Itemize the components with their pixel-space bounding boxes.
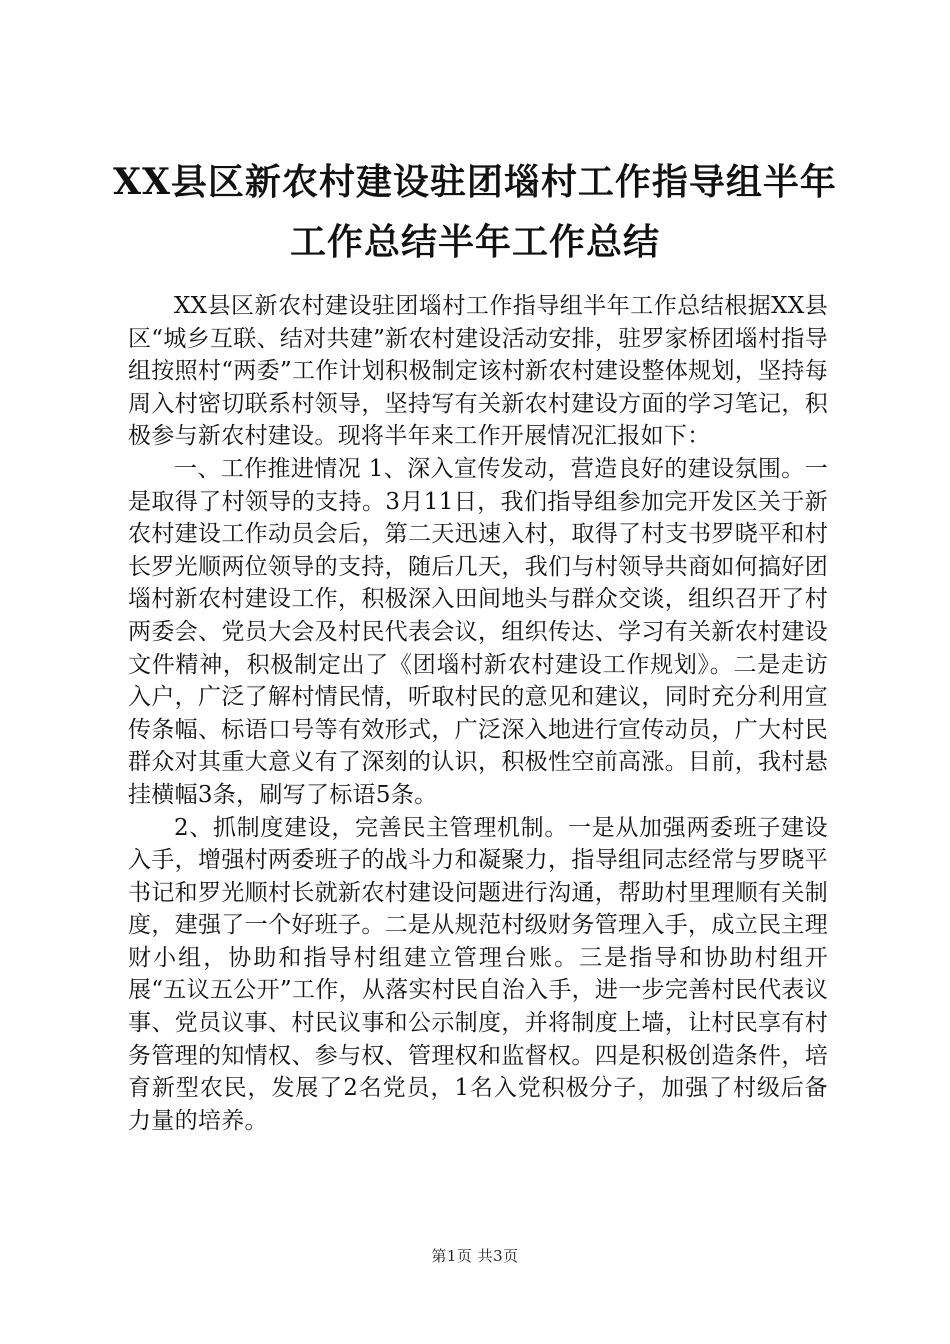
paragraph-intro: XX县区新农村建设驻团堖村工作指导组半年工作总结根据XX县区“城乡互联、结对共建”新农村建设活动安排，驻罗家桥团堖村指导组按照村“两委”工作计划积极制定该村新农村建设整体规划，坚持每周入村密切联系村领导，坚持写有关新农村建设方面的学习笔记，积极参与新农村建设。现将半年来工作开展情况汇报如下： (128, 293, 828, 450)
document-body (128, 290, 828, 1137)
page-number-footer: 第1页 共3页 (431, 1247, 519, 1265)
paragraph-section-1: 一、工作推进情况 1、深入宣传发动，营造良好的建设氛围。一是取得了村领导的支持。3月11日，我们指导组参加完开发区关于新农村建设工作动员会后，第二天迅速入村，取得了村支书罗晓平和村长罗光顺两位领导的支持，随后几天，我们与村领导共商如何搞好团堖村新农村建设工作，积极深入田间地头与群众交谈，组织召开了村两委会、党员大会及村民代表会议，组织传达、学习有关新农村建设文件精神，积极制定出了《团堖村新农村建设工作规划》。二是走访入户，广泛了解村情民情，听取村民的意见和建议，同时充分利用宣传条幅、标语口号等有效形式，广泛深入地进行宣传动员，广大村民群众对其重大意义有了深刻的认识，积极性空前高涨。目前，我村悬挂横幅3条，刷写了标语5条。 (128, 455, 828, 808)
document-title-line-1: XX县区新农村建设驻团堖村工作指导组半年 (113, 161, 837, 203)
paragraph-section-2: 2、抓制度建设，完善民主管理机制。一是从加强两委班子建设入手，增强村两委班子的战斗力和凝聚力，指导组同志经常与罗晓平书记和罗光顺村长就新农村建设问题进行沟通，帮助村里理顺有关制度，建强了一个好班子。二是从规范村级财务管理入手，成立民主理财小组，协助和指导村组建立管理台账。三是指导和协助村组开展“五议五公开”工作，从落实村民自治入手，进一步完善村民代表议事、党员议事、村民议事和公示制度，并将制度上墙，让村民享有村务管理的知情权、参与权、管理权和监督权。四是积极创造条件，培育新型农民，发展了2名党员，1名入党积极分子，加强了村级后备力量的培养。 (128, 814, 828, 1134)
document-title-line-2: 工作总结半年工作总结 (289, 221, 660, 263)
